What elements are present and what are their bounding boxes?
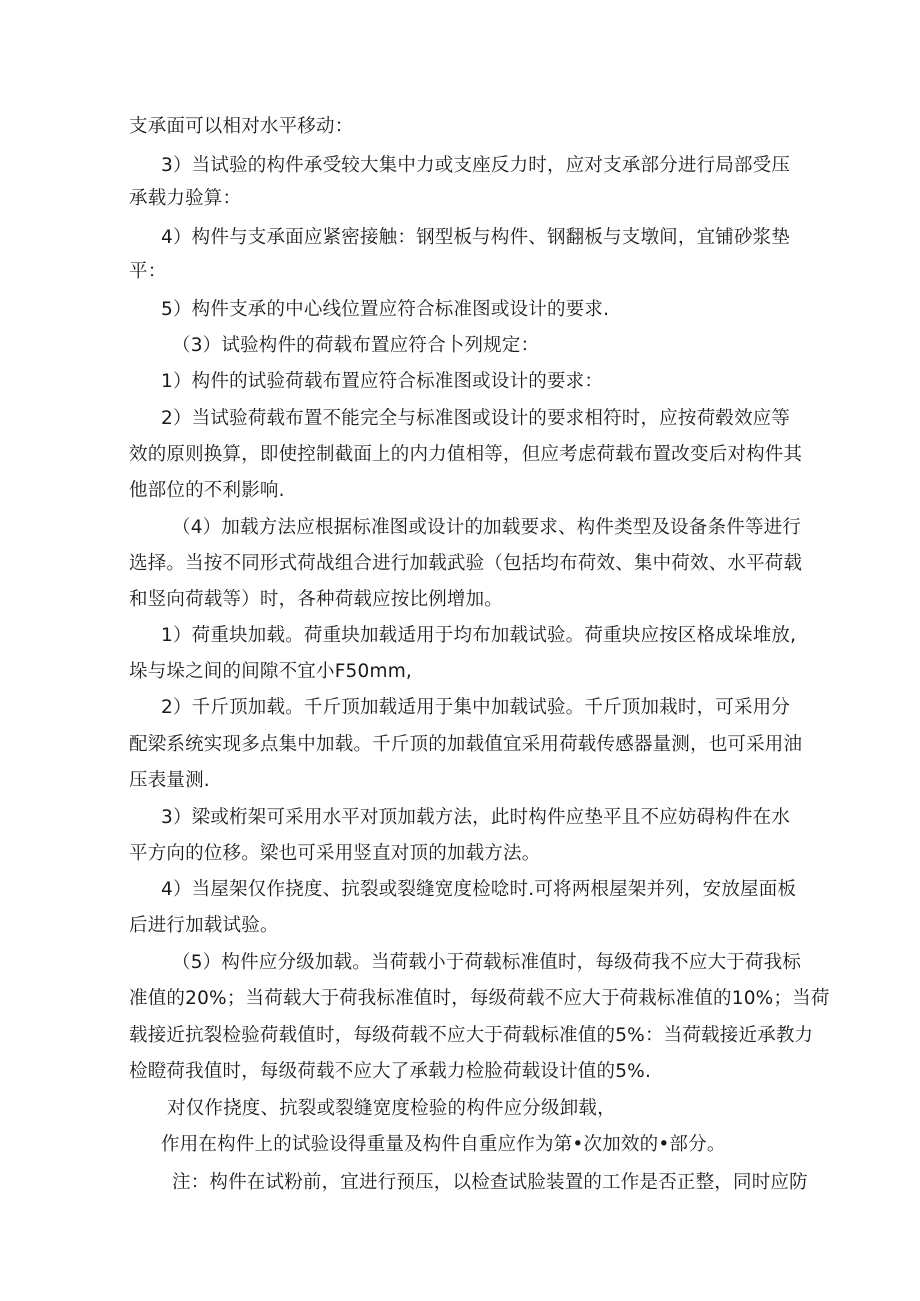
text-line: 效的原则换算，即使控制截面上的内力值相等，但应考虑荷载布置改变后对构件其: [129, 444, 803, 465]
text-line: （3）试验构件的荷载布置应符合卜列规定：: [172, 335, 540, 356]
text-line: （4）加载方法应根据标准图或设计的加载要求、构件类型及设备条件等进行: [172, 517, 802, 538]
text-line: 1）构件的试验荷载布置应符合标准图或设计的要求：: [161, 371, 604, 392]
text-line: （5）构件应分级加载。当荷载小于荷载标准值时，每级荷我不应大于荷我标: [172, 952, 802, 973]
text-line: 对仅作挠度、抗裂或裂缝宽度检验的构件应分级卸载，: [167, 1098, 616, 1119]
text-line: 平方向的位移。梁也可采用竖直对顶的加载方法。: [129, 843, 541, 864]
text-line: 4）构件与支承面应紧密接触：钢型板与构件、钢翻板与支墩间，宜铺砂浆垫: [161, 227, 791, 248]
text-line: 选择。当按不同形式荷战组合进行加载武验（包括均布荷效、集中荷效、水平荷载: [129, 553, 803, 574]
text-line: 2）当试验荷载布置不能完全与标准图或设计的要求相符时，应按荷毂效应等: [161, 408, 791, 429]
text-line: 配梁系统实现多点集中加载。千斤顶的加载值宜采用荷载传感器量测，也可采用油: [129, 734, 803, 755]
text-line: 1）荷重块加载。荷重块加载适用于均布加载试验。荷重块应按区格成垛堆放,: [161, 625, 797, 646]
text-line: 支承面可以相对水平移动：: [129, 116, 354, 137]
text-line: 和竖向荷载等）时，各种荷载应按比例增加。: [129, 589, 504, 610]
text-line: 他部位的不利影响.: [129, 480, 285, 501]
text-line: 检瞪荷我值时，每级荷载不应大了承载力检脸荷载设计值的5%.: [129, 1061, 652, 1082]
text-line: 3）当试验的构件承受较大集中力或支座反力时，应对支承部分进行局部受压: [161, 155, 791, 176]
text-line: 注：构件在试粉前，宜进行预压，以检查试脸装置的工作是否正整，同时应防: [172, 1172, 808, 1193]
text-line: 准值的20%；当荷载大于荷我标准值时，每级荷载不应大于荷栽标准值的10%；当荷: [129, 988, 830, 1009]
text-line: 平：: [129, 261, 167, 282]
text-line: 压表量测.: [129, 770, 210, 791]
text-line: 4）当屋架仅作挠度、抗裂或裂缝宽度检唸时.可将两根屋架并列，安放屋面板: [161, 879, 797, 900]
text-line: 3）梁或桁架可采用水平对顶加载方法，此时构件应垫平且不应妨碍构件在水: [161, 807, 791, 828]
text-line: 后进行加载试验。: [129, 915, 279, 936]
text-line: 5）构件支承的中心线位置应符合标准图或设计的要求.: [161, 299, 610, 320]
text-line: 2）千斤顶加载。千斤顶加载适用于集中加载试验。千斤顶加栽时，可采用分: [161, 697, 791, 718]
text-line: 作用在构件上的试验设得重量及构件自重应作为第•次加效的•部分。: [161, 1134, 726, 1155]
text-line: 垛与垛之间的间隙不宜小F50mm,: [129, 661, 413, 682]
text-line: 载接近抗裂检验荷载值时，每级荷载不应大于荷载标准值的5%：当荷载接近承教力: [129, 1025, 814, 1046]
text-line: 承载力验算：: [129, 188, 242, 209]
